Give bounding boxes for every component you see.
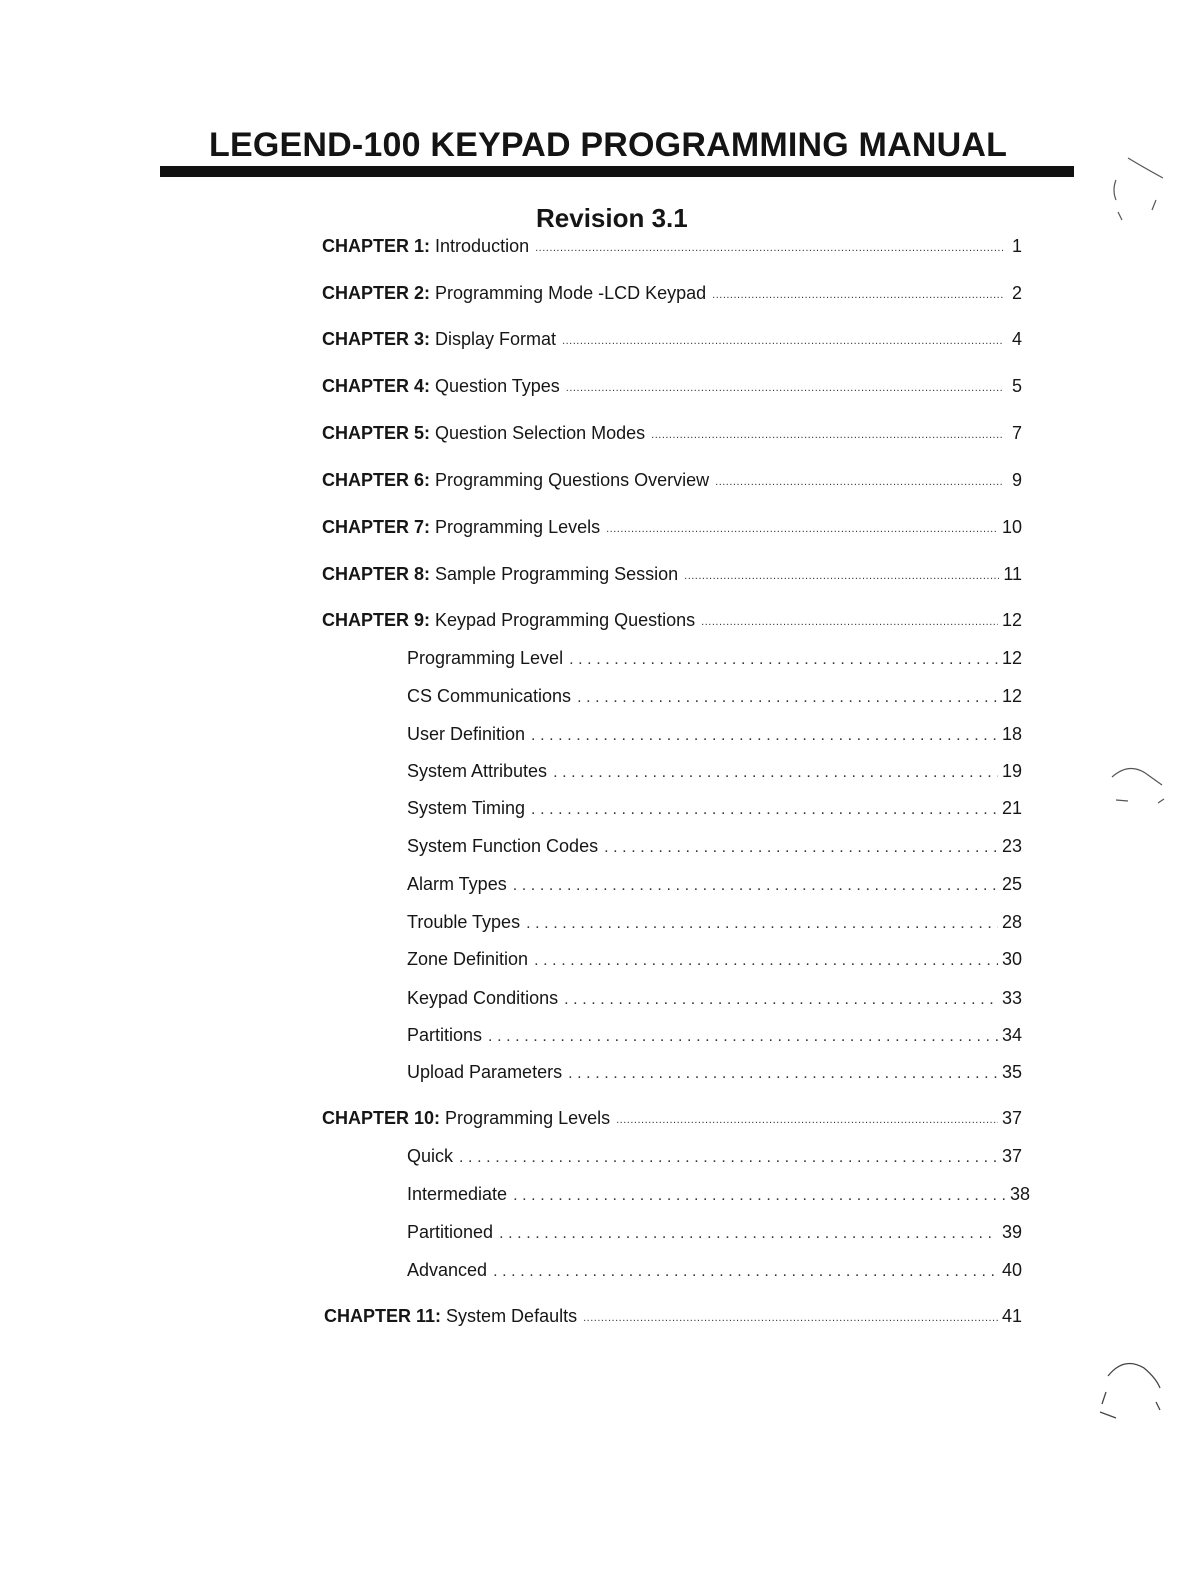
toc-chapter-5: [322, 421, 1022, 445]
section-title: System Function Codes: [407, 836, 599, 856]
chapter-label: CHAPTER 11:: [324, 1306, 442, 1326]
toc-section: [407, 872, 1022, 896]
chapter-title: Programming Questions Overview: [435, 470, 710, 490]
section-title: Intermediate: [407, 1184, 508, 1204]
page-number: 37: [1001, 1146, 1022, 1166]
toc-section: [407, 759, 1022, 783]
toc-section: [407, 986, 1022, 1010]
dot-leader: [715, 472, 1004, 492]
toc-section: [407, 722, 1022, 746]
toc-chapter-9: [322, 608, 1022, 632]
dot-leader: [651, 425, 1004, 445]
dot-leader: [566, 378, 1004, 398]
section-title: User Definition: [407, 724, 526, 744]
dot-leader: [488, 1027, 998, 1047]
page-number: 10: [1001, 517, 1022, 537]
chapter-title: Question Selection Modes: [435, 423, 646, 443]
toc-chapter-6: [322, 468, 1022, 492]
page-number: 12: [1001, 648, 1022, 668]
dot-leader: [569, 650, 998, 670]
dot-leader: [562, 331, 1004, 351]
page-number: 12: [1001, 686, 1022, 706]
toc-chapter-4: [322, 374, 1022, 398]
dot-leader: [604, 838, 998, 858]
dot-leader: [606, 519, 998, 539]
page-number: 21: [1001, 798, 1022, 818]
dot-leader: [459, 1148, 998, 1168]
page-number: 1: [1011, 236, 1022, 256]
dot-leader: [712, 285, 1004, 305]
chapter-label: CHAPTER 2:: [322, 283, 431, 303]
section-title: Programming Level: [407, 648, 564, 668]
page-number: 11: [1003, 564, 1022, 584]
chapter-label: CHAPTER 7:: [322, 517, 431, 537]
section-title: Partitions: [407, 1025, 483, 1045]
page-number: 39: [1001, 1222, 1022, 1242]
dot-leader: [534, 951, 998, 971]
section-title: Trouble Types: [407, 912, 521, 932]
page-number: 25: [1001, 874, 1022, 894]
section-title: System Attributes: [407, 761, 548, 781]
chapter-title: Programming Levels: [435, 517, 601, 537]
chapter-label: CHAPTER 3:: [322, 329, 431, 349]
section-title: Upload Parameters: [407, 1062, 563, 1082]
toc-section: [407, 834, 1022, 858]
toc-section: [407, 1023, 1022, 1047]
dot-leader: [564, 990, 998, 1010]
page-number: 5: [1011, 376, 1022, 396]
toc-chapter-10: [322, 1106, 1022, 1130]
toc-section: [407, 684, 1022, 708]
dot-leader: [553, 763, 998, 783]
dot-leader: [493, 1262, 998, 1282]
chapter-label: CHAPTER 1:: [322, 236, 431, 256]
chapter-title: Introduction: [435, 236, 530, 256]
dot-leader: [513, 876, 998, 896]
chapter-label: CHAPTER 9:: [322, 610, 431, 630]
page-number: 28: [1001, 912, 1022, 932]
toc-chapter-11: [324, 1304, 1022, 1328]
page-number: 33: [1001, 988, 1022, 1008]
toc-section: [407, 947, 1022, 971]
chapter-label: CHAPTER 6:: [322, 470, 431, 490]
chapter-label: CHAPTER 5:: [322, 423, 431, 443]
chapter-label: CHAPTER 8:: [322, 564, 431, 584]
revision-heading: Revision 3.1: [536, 203, 688, 233]
toc-chapter-1: [322, 234, 1022, 258]
toc-chapter-7: [322, 515, 1022, 539]
page-number: 41: [1001, 1306, 1022, 1326]
section-title: Quick: [407, 1146, 454, 1166]
dot-leader: [513, 1186, 1006, 1206]
toc-section: [407, 910, 1022, 934]
toc-section: [407, 1258, 1022, 1282]
chapter-title: Question Types: [435, 376, 560, 396]
section-title: CS Communications: [407, 686, 572, 706]
toc-section: [407, 1144, 1022, 1168]
toc-section: [407, 796, 1022, 820]
dot-leader: [531, 800, 998, 820]
section-title: Keypad Conditions: [407, 988, 559, 1008]
page-number: 7: [1011, 423, 1022, 443]
dot-leader: [583, 1308, 998, 1328]
page-number: 30: [1001, 949, 1022, 969]
chapter-label: CHAPTER 10:: [322, 1108, 441, 1128]
dot-leader: [577, 688, 998, 708]
section-title: Advanced: [407, 1260, 488, 1280]
dot-leader: [499, 1224, 998, 1244]
page-number: 18: [1001, 724, 1022, 744]
margin-scribble-mark: [1094, 1352, 1174, 1427]
page-number: 35: [1001, 1062, 1022, 1082]
page-number: 37: [1001, 1108, 1022, 1128]
document-title: LEGEND-100 KEYPAD PROGRAMMING MANUAL: [209, 126, 1008, 164]
page-number: 12: [1001, 610, 1022, 630]
chapter-label: CHAPTER 4:: [322, 376, 431, 396]
section-title: Zone Definition: [407, 949, 529, 969]
chapter-title: Programming Mode -LCD Keypad: [435, 283, 707, 303]
page-number: 19: [1001, 761, 1022, 781]
toc-chapter-3: [322, 327, 1022, 351]
title-rule: [160, 166, 1074, 177]
margin-scribble-mark: [1106, 755, 1176, 815]
page-number: 9: [1011, 470, 1022, 490]
page-number: 4: [1011, 329, 1022, 349]
dot-leader: [684, 566, 999, 586]
chapter-title: System Defaults: [446, 1306, 578, 1326]
toc-section: [407, 1060, 1022, 1084]
toc-section: [407, 646, 1022, 670]
section-title: System Timing: [407, 798, 526, 818]
section-title: Alarm Types: [407, 874, 507, 894]
page-number: 38: [1009, 1184, 1030, 1204]
toc-section: [407, 1182, 1030, 1206]
dot-leader: [568, 1064, 998, 1084]
page-number: 34: [1001, 1025, 1022, 1045]
section-title: Partitioned: [407, 1222, 494, 1242]
dot-leader: [531, 726, 998, 746]
chapter-title: Keypad Programming Questions: [435, 610, 696, 630]
chapter-title: Sample Programming Session: [435, 564, 679, 584]
toc-chapter-8: [322, 562, 1022, 586]
dot-leader: [535, 238, 1004, 258]
page-number: 23: [1001, 836, 1022, 856]
chapter-title: Display Format: [435, 329, 557, 349]
chapter-title: Programming Levels: [445, 1108, 611, 1128]
toc-chapter-2: [322, 281, 1022, 305]
page-number: 2: [1011, 283, 1022, 303]
margin-scribble-mark: [1108, 150, 1178, 230]
toc-section: [407, 1220, 1022, 1244]
page-number: 40: [1001, 1260, 1022, 1280]
dot-leader: [701, 612, 998, 632]
dot-leader: [526, 914, 998, 934]
dot-leader: [616, 1110, 998, 1130]
